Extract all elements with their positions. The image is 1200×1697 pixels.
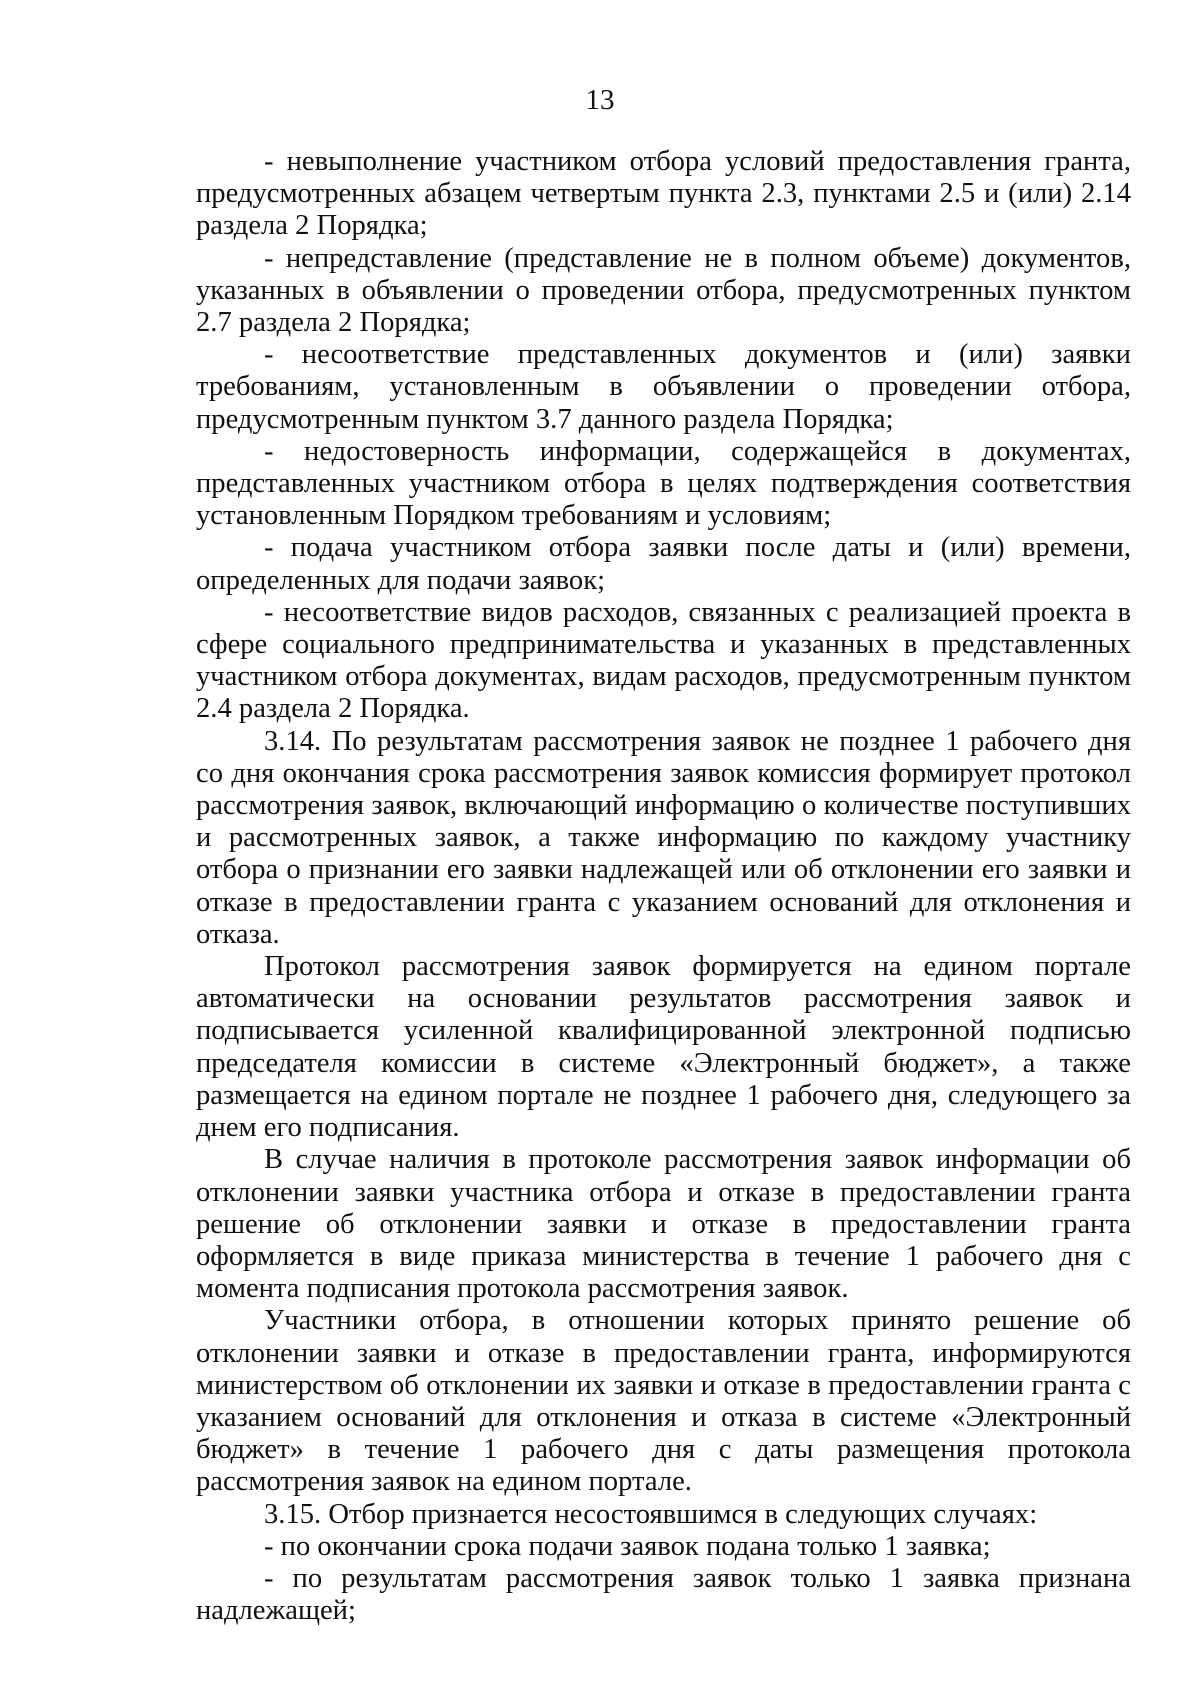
paragraph: Протокол рассмотрения заявок формируется на едином портале автоматически на основании результатов рассмотрения заявок и подписывается усиленной квалифицированной электронной подписью председателя комиссии в системе «Электронный бюджет», а также размещается на едином портале не позднее 1 рабочего дня, следующего за днем его подписания. [196,951,1131,1144]
page-number: 13 [585,84,615,116]
paragraph: - несоответствие видов расходов, связанных с реализацией проекта в сфере социального предпринимательства и указанных в представленных участником отбора документах, видам расходов, предусмотренным пунктом 2.4 раздела 2 Порядка. [196,596,1131,725]
paragraph: Участники отбора, в отношении которых принято решение об отклонении заявки и отказе в предоставлении гранта, информируются министерством об отклонении их заявки и отказе в предоставлении гранта с указанием оснований для отклонения и отказа в системе «Электронный бюджет» в течение 1 рабочего дня с даты размещения протокола рассмотрения заявок на едином портале. [196,1305,1131,1498]
paragraph: - недостоверность информации, содержащейся в документах, представленных участником отбора в целях подтверждения соответствия установленным Порядком требованиям и условиям; [196,435,1131,532]
paragraph: 3.14. По результатам рассмотрения заявок не позднее 1 рабочего дня со дня окончания срока рассмотрения заявок комиссия формирует протокол рассмотрения заявок, включающий информацию о количестве поступивших и рассмотренных заявок, а также информацию по каждому участнику отбора о признании его заявки надлежащей или об отклонении его заявки и отказе в предоставлении гранта с указанием оснований для отклонения и отказа. [196,725,1131,950]
paragraph: - невыполнение участником отбора условий предоставления гранта, предусмотренных абзацем четвертым пункта 2.3, пунктами 2.5 и (или) 2.14 раздела 2 Порядка; [196,146,1131,242]
paragraph: - непредставление (представление не в полном объеме) документов, указанных в объявлении о проведении отбора, предусмотренных пунктом 2.7 раздела 2 Порядка; [196,242,1131,339]
paragraph: - несоответствие представленных документов и (или) заявки требованиям, установленным в объявлении о проведении отбора, предусмотренным пунктом 3.7 данного раздела Порядка; [196,339,1131,435]
paragraph: В случае наличия в протоколе рассмотрения заявок информации об отклонении заявки участника отбора и отказе в предоставлении гранта решение об отклонении заявки и отказе в предоставлении гранта оформляется в виде приказа министерства в течение 1 рабочего дня с момента подписания протокола рассмотрения заявок. [196,1144,1131,1305]
document-body [196,146,1131,1627]
paragraph: - подача участником отбора заявки после даты и (или) времени, определенных для подачи заявок; [196,532,1131,596]
paragraph: - по результатам рассмотрения заявок только 1 заявка признана надлежащей; [196,1562,1131,1627]
paragraph: 3.15. Отбор признается несостоявшимся в следующих случаях: [264,1498,1038,1530]
paragraph: - по окончании срока подачи заявок подана только 1 заявка; [264,1530,991,1562]
